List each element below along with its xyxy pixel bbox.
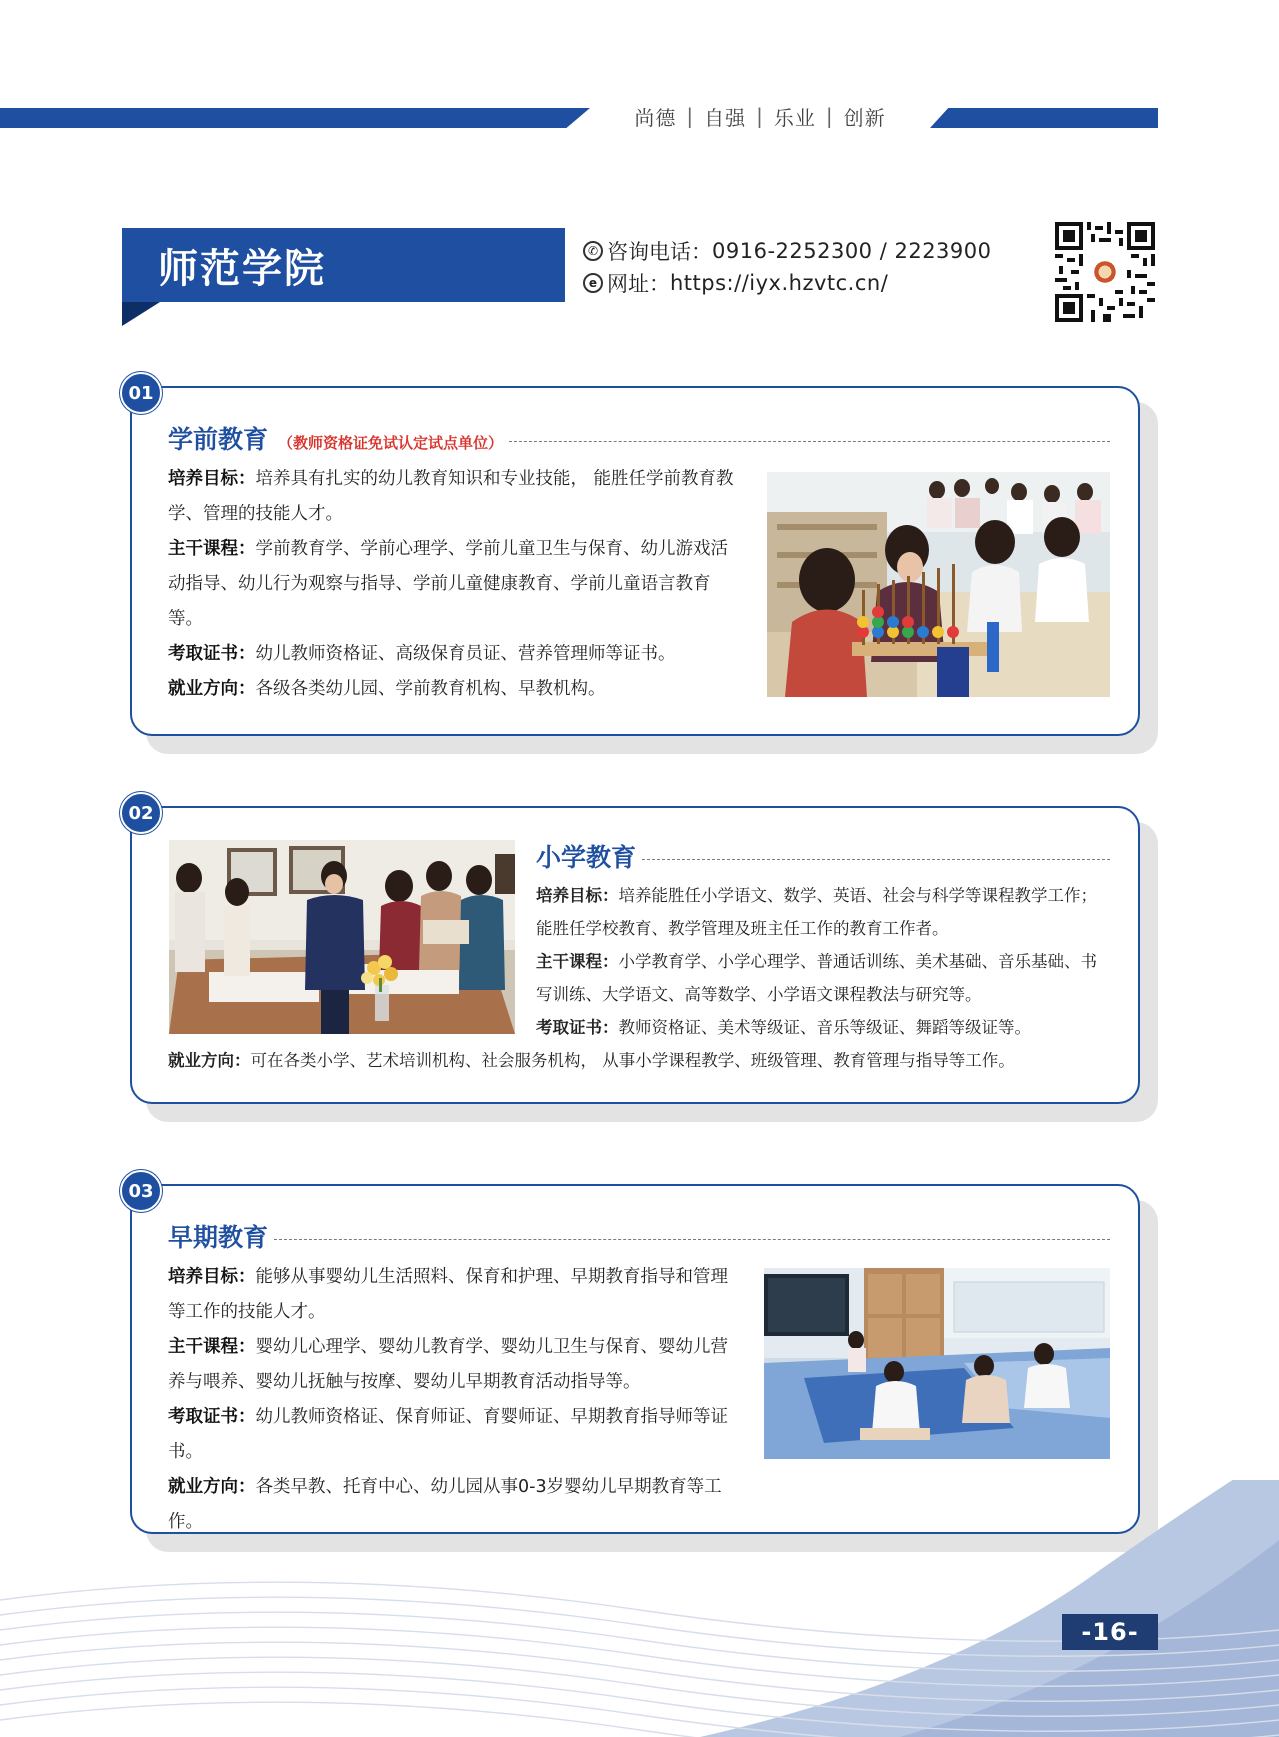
- section-title-row: [168, 420, 1110, 456]
- section-subtitle: （教师资格证免试认定试点单位）: [278, 434, 504, 452]
- job-text: 各级各类幼儿园、学前教育机构、早教机构。: [255, 679, 606, 699]
- web-link[interactable]: https://iyx.hzvtc.cn/: [670, 271, 889, 295]
- goal-label: 培养目标：: [168, 1267, 256, 1287]
- title-divider: [509, 441, 1110, 442]
- phone-number: 0916-2252300 / 2223900: [712, 239, 992, 263]
- motto-separator: |: [825, 104, 834, 128]
- cert-text: 幼儿教师资格证、高级保育员证、营养管理师等证书。: [255, 644, 676, 664]
- goal-paragraph: [536, 879, 1112, 945]
- motto-item: 自强: [704, 105, 747, 130]
- job-text: 各类早教、托育中心、幼儿园从事0-3岁婴幼儿早期教育等工作。: [168, 1477, 722, 1532]
- job-paragraph: [168, 672, 740, 707]
- goal-text: 能够从事婴幼儿生活照料、保育和护理、早期教育指导和管理等工作的技能人才。: [168, 1267, 728, 1322]
- cert-paragraph: [168, 1400, 740, 1470]
- cert-paragraph: [168, 637, 740, 672]
- courses-text: 婴幼儿心理学、婴幼儿教育学、婴幼儿卫生与保育、婴幼儿营养与喂养、婴幼儿抚触与按摩、婴幼儿早期教育活动指导等。: [168, 1337, 728, 1392]
- job-label: 就业方向：: [168, 679, 256, 699]
- phone-line: [583, 236, 992, 266]
- motto-separator: |: [756, 104, 764, 128]
- cert-text: 教师资格证、美术等级证、音乐等级证、舞蹈等级证等。: [618, 1018, 1031, 1037]
- section-body: [536, 879, 1112, 1044]
- web-line: [583, 268, 888, 298]
- courses-paragraph: [536, 945, 1112, 1011]
- section-badge: 03: [120, 1170, 162, 1212]
- web-icon: e: [583, 273, 603, 293]
- section-body: [168, 462, 740, 707]
- goal-label: 培养目标：: [536, 886, 619, 905]
- job-text: 可在各类小学、艺术培训机构、社会服务机构， 从事小学课程教学、班级管理、教育管理与指导等工作。: [250, 1051, 1015, 1070]
- page-number: -16-: [1062, 1614, 1158, 1650]
- courses-paragraph: [168, 532, 740, 637]
- section-badge: 02: [120, 792, 162, 834]
- section-title-row: [536, 838, 1110, 874]
- early-education-photo: [764, 1268, 1110, 1459]
- header-band-left: [0, 108, 590, 128]
- goal-paragraph: [168, 1260, 740, 1330]
- qr-code-icon: [1055, 222, 1155, 322]
- goal-text: 培养具有扎实的幼儿教育知识和专业技能， 能胜任学前教育教学、管理的技能人才。: [168, 469, 734, 524]
- job-label: 就业方向：: [168, 1477, 256, 1497]
- web-label: 网址：: [607, 272, 670, 296]
- courses-label: 主干课程：: [536, 952, 619, 971]
- motto-item: 创新: [843, 105, 886, 130]
- cert-label: 考取证书：: [168, 1407, 256, 1427]
- title-divider: [274, 1239, 1110, 1240]
- section-title: 小学教育: [536, 843, 637, 872]
- courses-label: 主干课程：: [168, 539, 256, 559]
- section-title: 早期教育: [168, 1223, 269, 1252]
- title-fold: [122, 302, 160, 326]
- page-title: 师范学院: [122, 228, 565, 302]
- phone-icon: ✆: [583, 241, 603, 261]
- courses-text: 学前教育学、学前心理学、学前儿童卫生与保育、幼儿游戏活动指导、幼儿行为观察与指导、学前儿童健康教育、学前儿童语言教育等。: [168, 539, 728, 629]
- courses-label: 主干课程：: [168, 1337, 256, 1357]
- cert-label: 考取证书：: [168, 644, 256, 664]
- goal-paragraph: [168, 462, 740, 532]
- job-paragraph: [168, 1044, 1118, 1077]
- section-title-row: [168, 1218, 1110, 1254]
- motto: [600, 100, 920, 132]
- cert-label: 考取证书：: [536, 1018, 619, 1037]
- title-divider: [642, 859, 1110, 860]
- courses-text: 小学教育学、小学心理学、普通话训练、美术基础、音乐基础、书写训练、大学语文、高等数学、小学语文课程教法与研究等。: [536, 952, 1097, 1004]
- cert-paragraph: [536, 1011, 1112, 1044]
- motto-item: 乐业: [773, 105, 816, 130]
- footer-wave-decoration: [0, 1480, 1279, 1737]
- header-band-right: [930, 108, 1158, 128]
- primary-teaching-photo: [169, 840, 515, 1034]
- motto-item: 尚德: [634, 105, 677, 130]
- section-badge: 01: [120, 372, 162, 414]
- goal-text: 培养能胜任小学语文、数学、英语、社会与科学等课程教学工作；能胜任学校教育、教学管理及班主任工作的教育工作者。: [536, 886, 1097, 938]
- cert-text: 幼儿教师资格证、保育师证、育婴师证、早期教育指导师等证书。: [168, 1407, 728, 1462]
- courses-paragraph: [168, 1330, 740, 1400]
- job-label: 就业方向：: [168, 1051, 251, 1070]
- section-title: 学前教育: [168, 425, 269, 454]
- goal-label: 培养目标：: [168, 469, 256, 489]
- preschool-classroom-photo: [767, 472, 1110, 697]
- phone-label: 咨询电话：: [607, 240, 712, 264]
- motto-separator: |: [686, 104, 695, 128]
